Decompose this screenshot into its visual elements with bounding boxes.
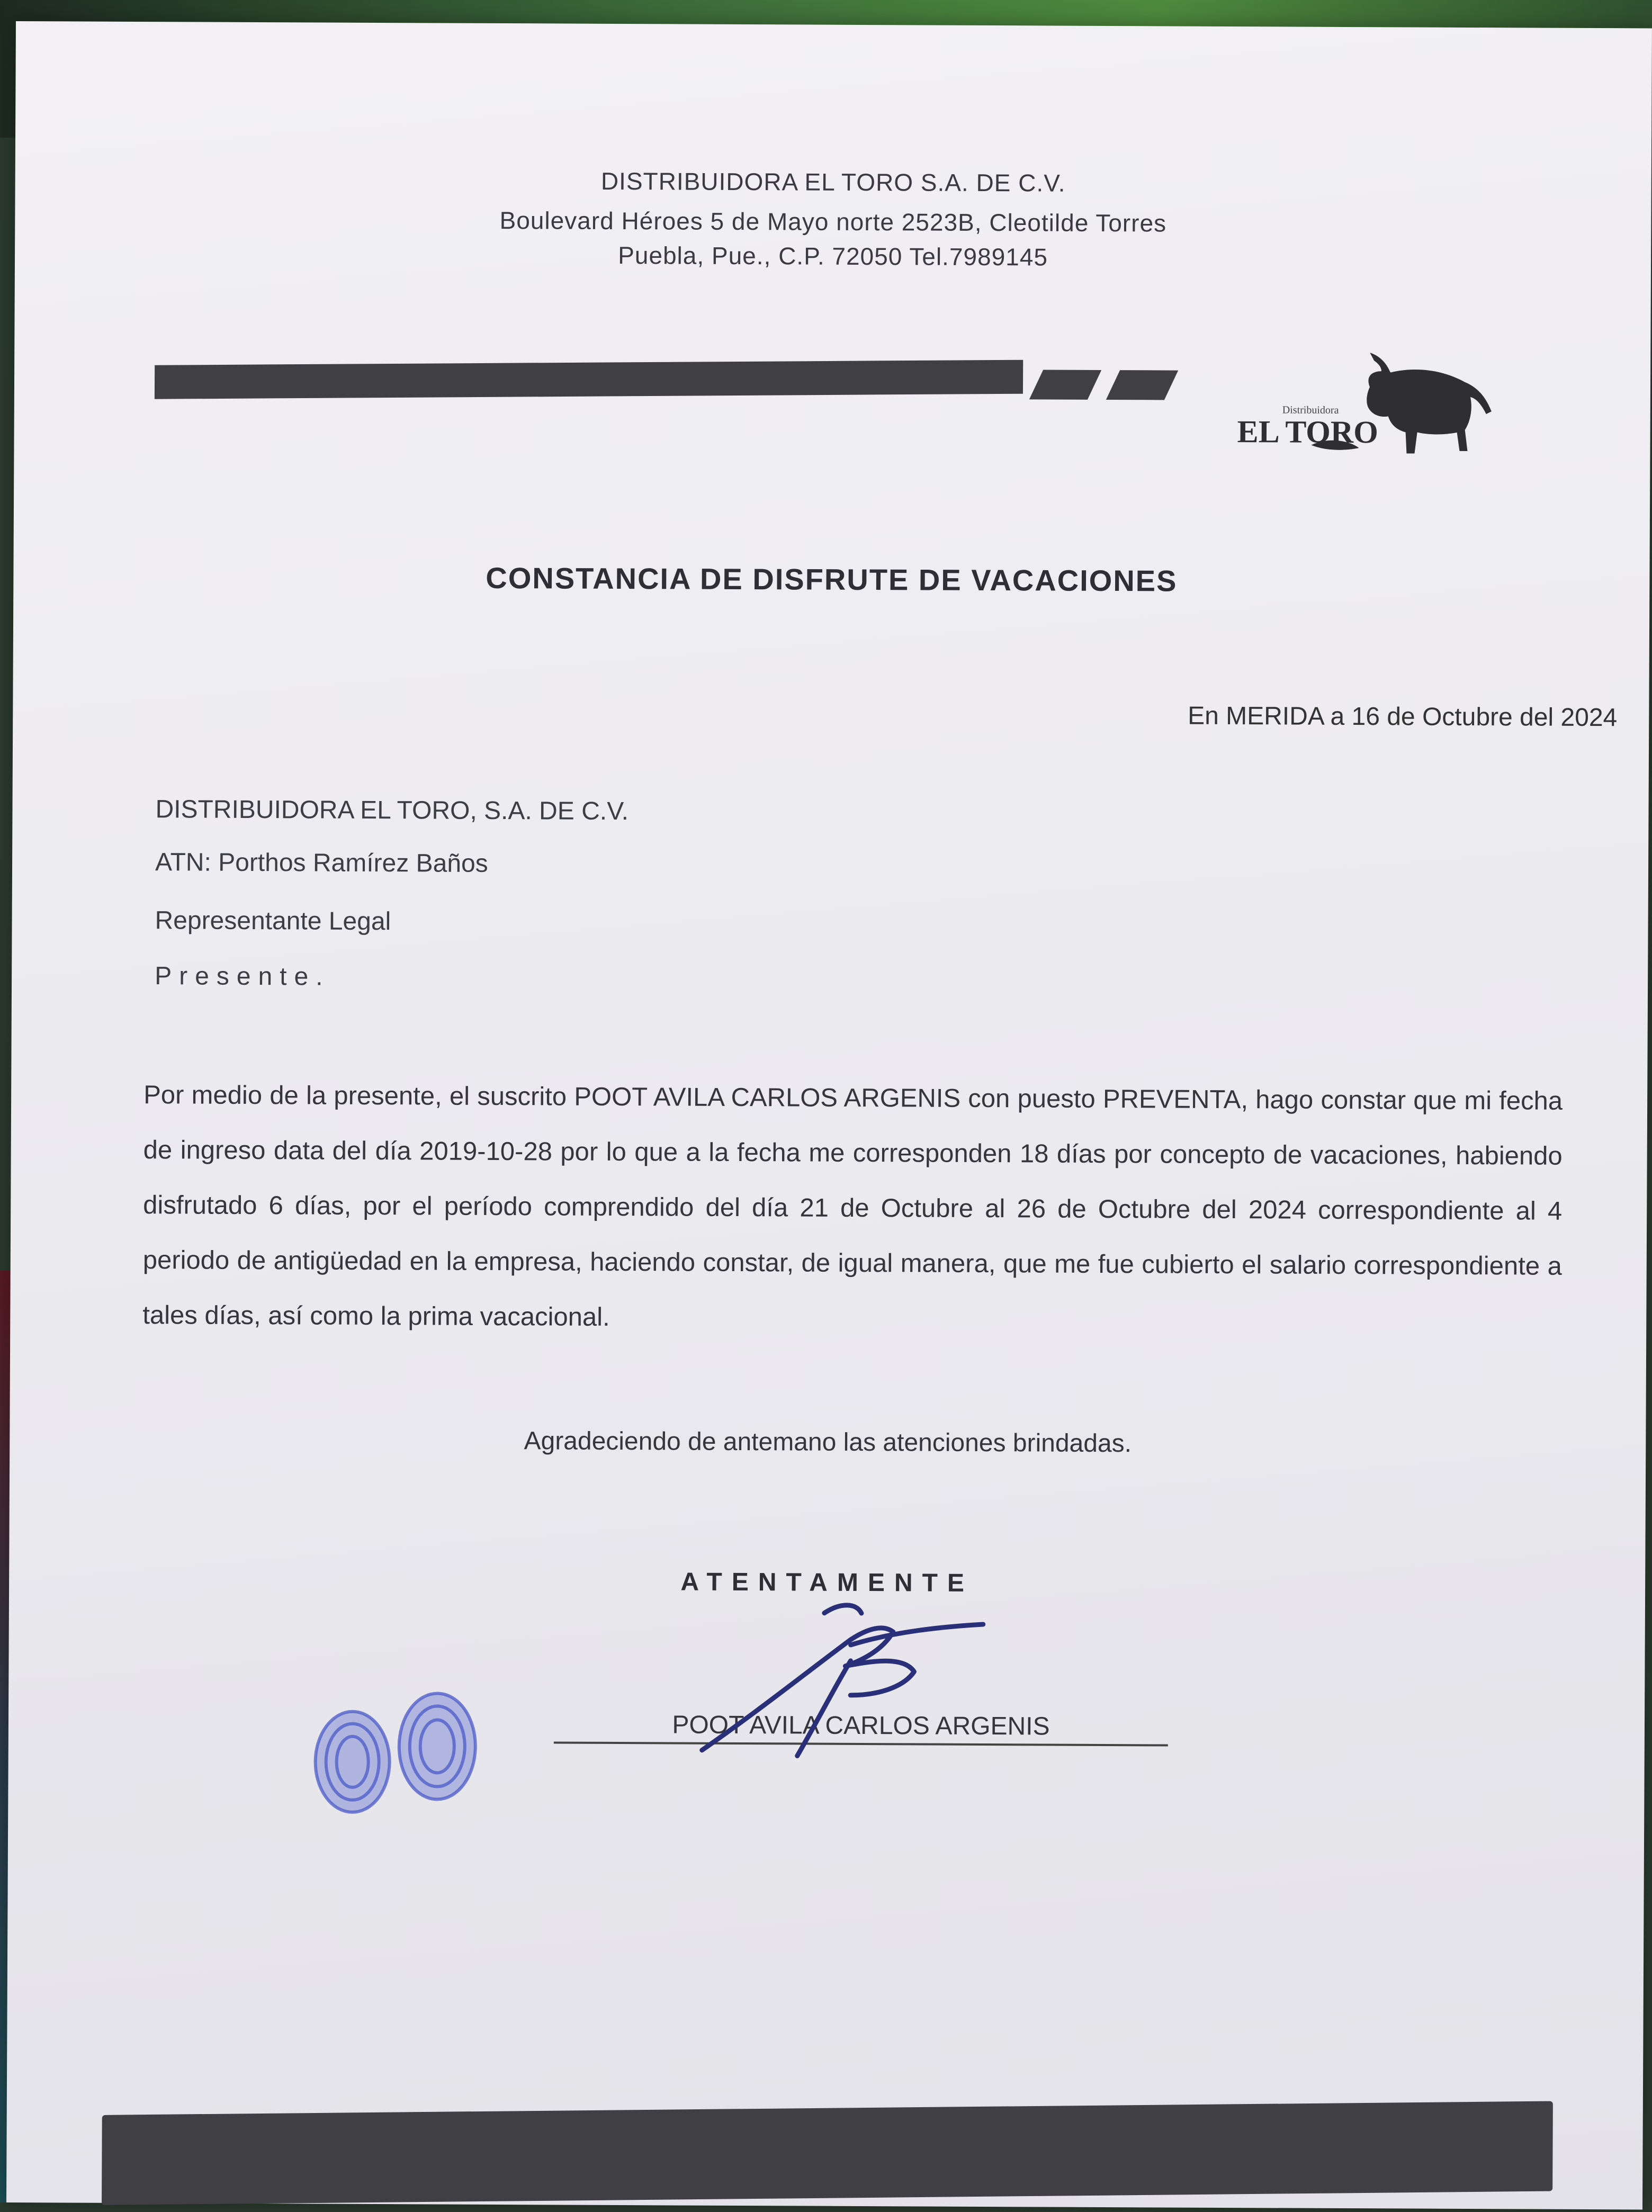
date-line: En MERIDA a 16 de Octubre del 2024 xyxy=(1188,702,1618,732)
footer-band xyxy=(102,2101,1553,2205)
signature xyxy=(692,1581,989,1762)
logo-small-text: Distribuidora xyxy=(1282,404,1339,416)
company-address-line-1: Boulevard Héroes 5 de Mayo norte 2523B, Cleotilde Torres xyxy=(499,206,1167,237)
company-address-line-2: Puebla, Pue., C.P. 72050 Tel.7989145 xyxy=(618,241,1048,271)
logo-brand-text: EL TORO xyxy=(1237,414,1379,450)
document-page xyxy=(6,21,1652,2209)
body-paragraph: Por medio de la presente, el suscrito POOT AVILA CARLOS ARGENIS con puesto PREVENTA, hago constar que mi fecha de ingreso data del día 2019-10-28 por lo que a la fecha me corresponden 18 días por concepto de vacaciones, habiendo disfrutado 6 días, por el período comprendido del día 21 de Octubre al 26 de Octubre del 2024 correspondiente al 4 periodo de antigüedad en la empresa, haciendo constar, de igual manera, que me fue cubierto el salario correspondiente a tales días, así como la prima vacacional. xyxy=(142,1081,1563,1332)
recipient-role: Representante Legal xyxy=(155,906,391,936)
document-title: CONSTANCIA DE DISFRUTE DE VACACIONES xyxy=(486,561,1178,598)
signer-name: POOT AVILA CARLOS ARGENIS xyxy=(672,1711,1050,1741)
recipient-presente: Presente. xyxy=(155,962,330,991)
company-header: DISTRIBUIDORA EL TORO S.A. DE C.V. xyxy=(600,167,1066,197)
recipient-company: DISTRIBUIDORA EL TORO, S.A. DE C.V. xyxy=(155,795,629,826)
recipient-atn: ATN: Porthos Ramírez Baños xyxy=(155,848,488,878)
closing-line: Agradeciendo de antemano las atenciones brindadas. xyxy=(524,1427,1132,1458)
header-band xyxy=(155,360,1023,399)
sign-off: ATENTAMENTE xyxy=(680,1568,974,1597)
header-dash xyxy=(1029,370,1101,399)
header-dash xyxy=(1106,370,1178,400)
fingerprints xyxy=(294,1674,517,1834)
company-logo xyxy=(1168,323,1497,483)
